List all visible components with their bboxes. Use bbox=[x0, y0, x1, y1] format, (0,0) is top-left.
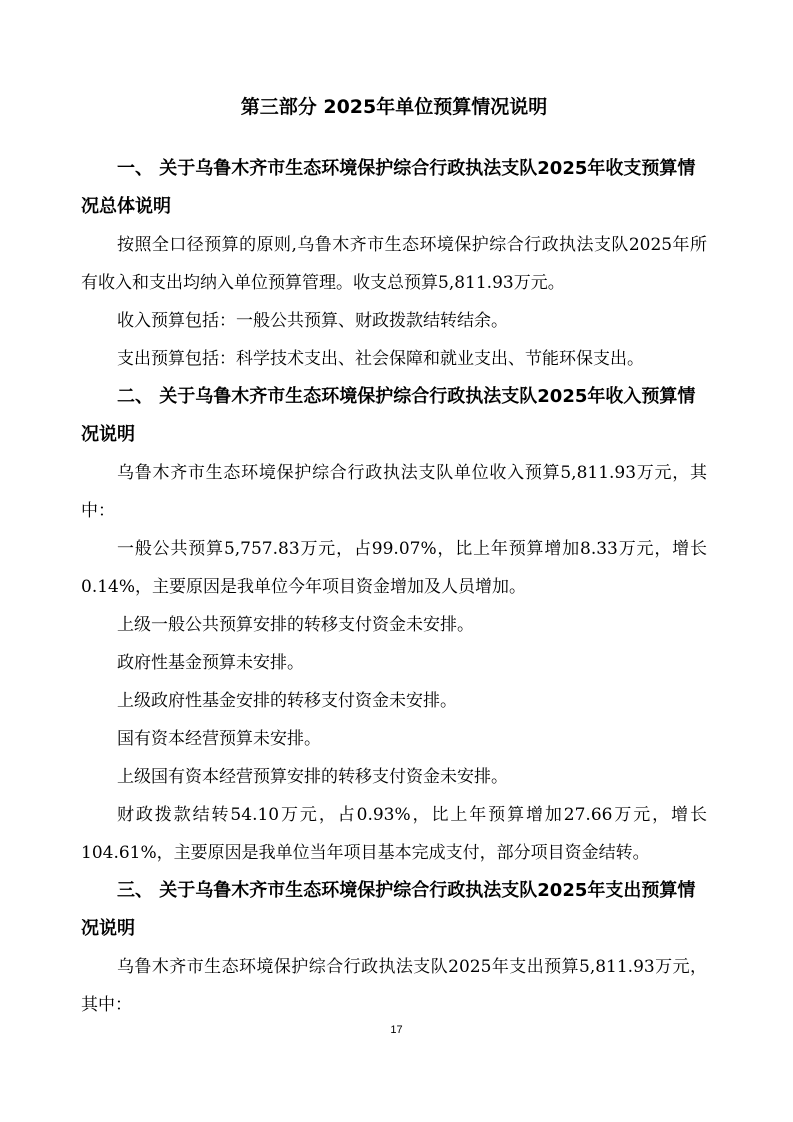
paragraph: 一般公共预算5,757.83万元，占99.07%，比上年预算增加8.33万元，增长0.14%，主要原因是我单位今年项目资金增加及人员增加。 bbox=[81, 539, 707, 597]
page-number: 17 bbox=[390, 1024, 403, 1036]
section-heading-1: 一、 关于乌鲁木齐市生态环境保护综合行政执法支队2025年收支预算情况总体说明 bbox=[81, 158, 696, 217]
paragraph: 政府性基金预算未安排。 bbox=[117, 653, 304, 673]
paragraph: 收入预算包括：一般公共预算、财政拨款结转结余。 bbox=[117, 311, 508, 331]
paragraph: 国有资本经营预算未安排。 bbox=[117, 729, 321, 749]
paragraph: 上级一般公共预算安排的转移支付资金未安排。 bbox=[117, 615, 474, 635]
paragraph: 上级政府性基金安排的转移支付资金未安排。 bbox=[117, 691, 457, 711]
page-title: 第三部分 2025年单位预算情况说明 bbox=[240, 96, 548, 118]
section-heading-2: 二、 关于乌鲁木齐市生态环境保护综合行政执法支队2025年收入预算情况说明 bbox=[81, 386, 696, 445]
paragraph: 乌鲁木齐市生态环境保护综合行政执法支队2025年支出预算5,811.93万元，其中： bbox=[81, 957, 707, 1015]
paragraph: 按照全口径预算的原则,乌鲁木齐市生态环境保护综合行政执法支队2025年所有收入和支出均纳入单位预算管理。收支总预算5,811.93万元。 bbox=[81, 235, 707, 293]
paragraph: 上级国有资本经营预算安排的转移支付资金未安排。 bbox=[117, 767, 508, 787]
paragraph: 财政拨款结转54.10万元，占0.93%，比上年预算增加27.66万元，增长104.61%，主要原因是我单位当年项目基本完成支付，部分项目资金结转。 bbox=[81, 805, 707, 863]
paragraph: 支出预算包括：科学技术支出、社会保障和就业支出、节能环保支出。 bbox=[117, 349, 644, 369]
section-heading-3: 三、 关于乌鲁木齐市生态环境保护综合行政执法支队2025年支出预算情况说明 bbox=[81, 880, 696, 939]
paragraph: 乌鲁木齐市生态环境保护综合行政执法支队单位收入预算5,811.93万元，其中： bbox=[81, 463, 707, 521]
